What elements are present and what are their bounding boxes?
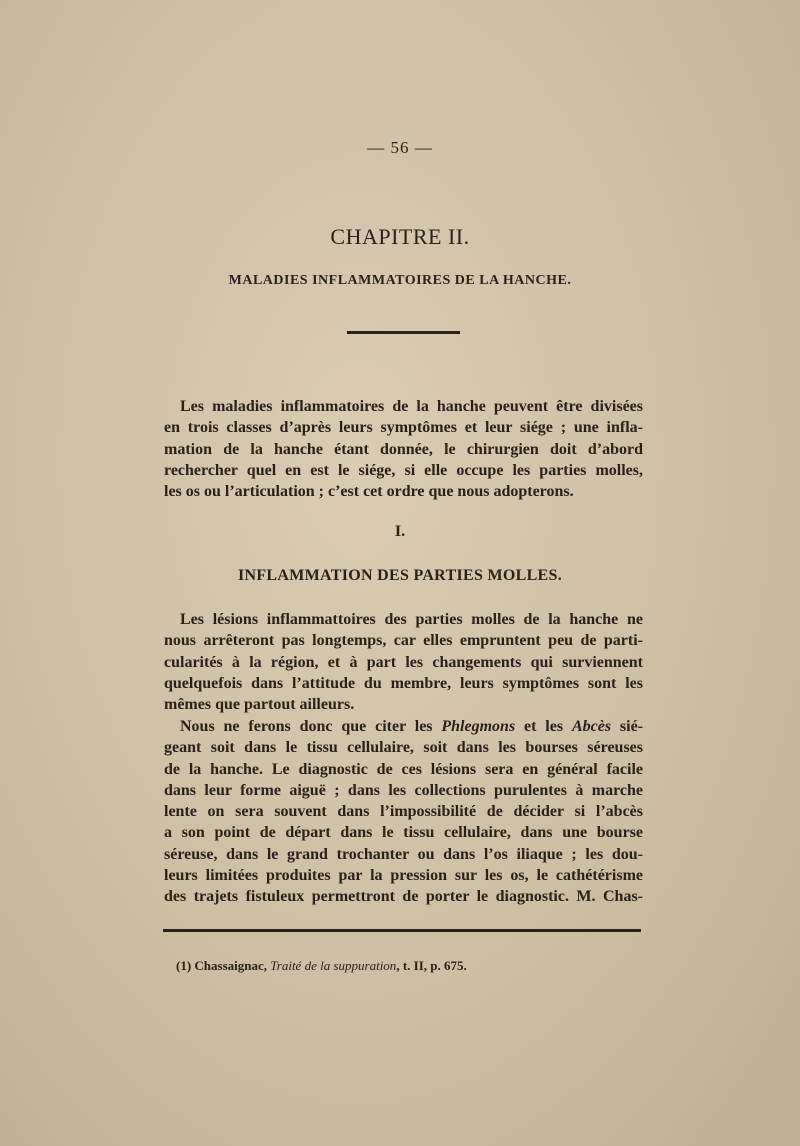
intro-paragraph [164, 396, 643, 502]
chapter-subtitle: MALADIES INFLAMMATOIRES DE LA HANCHE. [228, 273, 572, 288]
chapter-title: CHAPITRE II. [330, 224, 470, 249]
text-line: Les lésions inflammattoires des parties molles de la hanche ne [180, 611, 643, 628]
text-line: en trois classes d’après leurs symptômes et leur siége ; une infla- [164, 419, 643, 437]
italic-term: Phlegmons [441, 718, 516, 735]
text-line: dans leur forme aiguë ; dans les collections purulentes à marche [164, 781, 643, 799]
page-number: — 56 — [367, 138, 433, 157]
text-line: Les maladies inflammatoires de la hanche peuvent être divisées [180, 398, 643, 415]
text-line: leurs limitées produites par la pression sur les os, le cathétérisme [164, 867, 643, 885]
text-line: mation de la hanche étant donnée, le chirurgien doit d’abord [164, 440, 643, 458]
paragraph-phlegmons [164, 716, 643, 908]
text-line: a son point de départ dans le tissu cellulaire, dans une bourse [164, 824, 643, 842]
text-line: lente on sera souvent dans l’impossibilité de décider si l’abcès [164, 803, 643, 821]
italic-term: Abcès [571, 718, 612, 735]
text-line: cularités à la région, et à part les changements qui surviennent [164, 653, 643, 671]
footnote: (1) Chassaignac, Traité de la suppuration, t. II, p. 675. [176, 958, 467, 973]
footnote-divider [163, 929, 641, 932]
text-line: nous arrêteront pas longtemps, car elles empruntent peu de parti- [164, 632, 643, 650]
text-line: Nous ne ferons donc que citer les Phlegmons et les Abcès sié- [180, 718, 644, 735]
text-line: les os ou l’articulation ; c’est cet ordre que nous adopterons. [164, 483, 574, 501]
text-line: des trajets fistuleux permettront de porter le diagnostic. M. Chas- [164, 888, 643, 906]
text-line: geant soit dans le tissu cellulaire, soit dans les bourses séreuses [164, 739, 643, 757]
text-line: mêmes que partout ailleurs. [164, 696, 355, 714]
section-title: INFLAMMATION DES PARTIES MOLLES. [237, 567, 563, 584]
text-line: rechercher quel en est le siége, si elle occupe les parties molles, [164, 461, 643, 479]
text-line: de la hanche. Le diagnostic de ces lésions sera en général facile [164, 760, 643, 778]
chapter-divider [347, 331, 460, 334]
paragraph-soft-tissue [164, 609, 643, 715]
text-line: quelquefois dans l’attitude du membre, leurs symptômes sont les [164, 674, 643, 692]
footnote-title: Traité de la suppuration [270, 958, 397, 973]
text-line: séreuse, dans le grand trochanter ou dans l’os iliaque ; les dou- [164, 845, 643, 863]
section-number: I. [394, 523, 406, 540]
